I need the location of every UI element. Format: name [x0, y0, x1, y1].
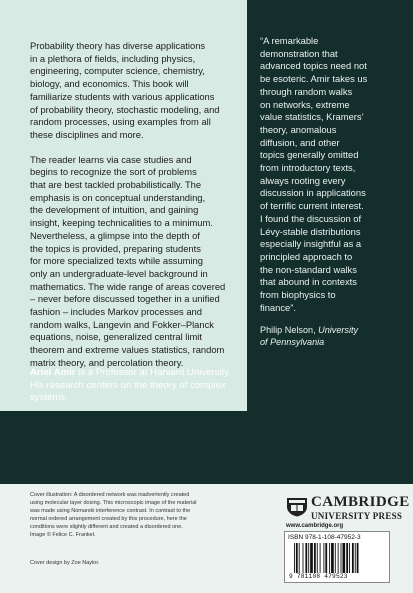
barcode-stripe: [357, 543, 359, 573]
barcode-stripe: [317, 543, 318, 573]
book-description: [30, 40, 243, 370]
cover-illustration-credit: Cover illustration: A disordered network was inadvertently created using molecular layer dosing. This microscopic image of the material was made using Nomarski interference contrast. In contrast to the normal ordered arrangement created by this procedure, here the conditions were slightly different and created a disordered one. Image © Felice C. Frankel.: [30, 492, 197, 538]
publisher-url[interactable]: www.cambridge.org: [286, 523, 344, 529]
description-paragraph-1: Probability theory has diverse applications in a plethora of fields, including physics, engineering, computer science, chemistry, biology, and economics. This book will familiarize students with various applications of probability theory, stochastic modeling, and random processes, using examples from all these disciplines and more.: [30, 40, 220, 140]
barcode-stripe: [331, 543, 334, 573]
barcode-digits: 9 781108 479523: [289, 573, 348, 580]
review-quote: “A remarkable demonstration that advanced topics need not be esoteric. Amir takes us through random walks on networks, extreme value statistics, Kramers’ theory, anomalous diffusion, and other topics generally omitted from introductory texts, always rooting every discussion in applications of terrific current interest. I found the discussion of Lévy-stable distributions especially insightful as a principled approach to the non-standard walks that abound in contexts from biophysics to finance”.: [260, 35, 368, 313]
barcode-stripe: [335, 543, 336, 573]
barcode-stripe: [320, 543, 321, 573]
publisher-name: CAMBRIDGE: [311, 494, 410, 510]
reviewer-name: Philip Nelson,: [260, 325, 319, 335]
cambridge-shield-icon: [286, 497, 308, 517]
barcode-stripe: [341, 543, 342, 573]
barcode-stripe: [355, 543, 356, 573]
barcode-stripe: [305, 543, 307, 573]
barcode-stripe: [303, 543, 304, 573]
barcode-stripe: [325, 543, 327, 573]
barcode-stripe: [338, 543, 339, 573]
barcode-stripe: [314, 543, 316, 573]
isbn-barcode: [284, 531, 390, 583]
publisher-subname: UNIVERSITY PRESS: [311, 511, 403, 521]
barcode-bars: [294, 543, 382, 573]
isbn-label: ISBN 978-1-108-47952-3: [288, 534, 361, 541]
description-paragraph-2: The reader learns via case studies and begins to recognize the sort of problems that are best tackled probabilistically. The emphasis is on conceptual understanding, the development of intuition, and gaining insight, keeping technicalities to a minimum. Nevertheless, a glimpse into the depth of the topics is provided, preparing students for more specialized texts while assuming only an undergraduate-level background in mathematics. The wide range of areas covered – never before discussed together in a unified fashion – includes Markov processes and random walks, Langevin and Fokker–Planck equations, noise, generalized central limit theorem and extreme values statistics, random matrix theory, and percolation theory.: [30, 153, 226, 368]
barcode-stripe: [296, 543, 298, 573]
barcode-stripe: [329, 543, 330, 573]
barcode-stripe: [299, 543, 300, 573]
reviewer-affiliation: University of Pennsylvania: [260, 325, 359, 348]
author-name: Ariel Amir: [30, 367, 76, 378]
barcode-stripe: [310, 543, 313, 573]
barcode-stripe: [352, 543, 354, 573]
barcode-stripe: [323, 543, 324, 573]
author-bio-text: is a Professor at Harvard University. His research centers on the theory of complex systems.: [30, 367, 231, 404]
review-attribution: [260, 324, 408, 348]
cover-design-credit: Cover design by Zoe Naylor.: [30, 560, 100, 566]
barcode-stripe: [346, 543, 348, 573]
author-bio: [30, 367, 245, 405]
barcode-stripe: [342, 543, 345, 573]
barcode-stripe: [308, 543, 309, 573]
barcode-stripe: [294, 543, 295, 573]
barcode-stripe: [349, 543, 350, 573]
